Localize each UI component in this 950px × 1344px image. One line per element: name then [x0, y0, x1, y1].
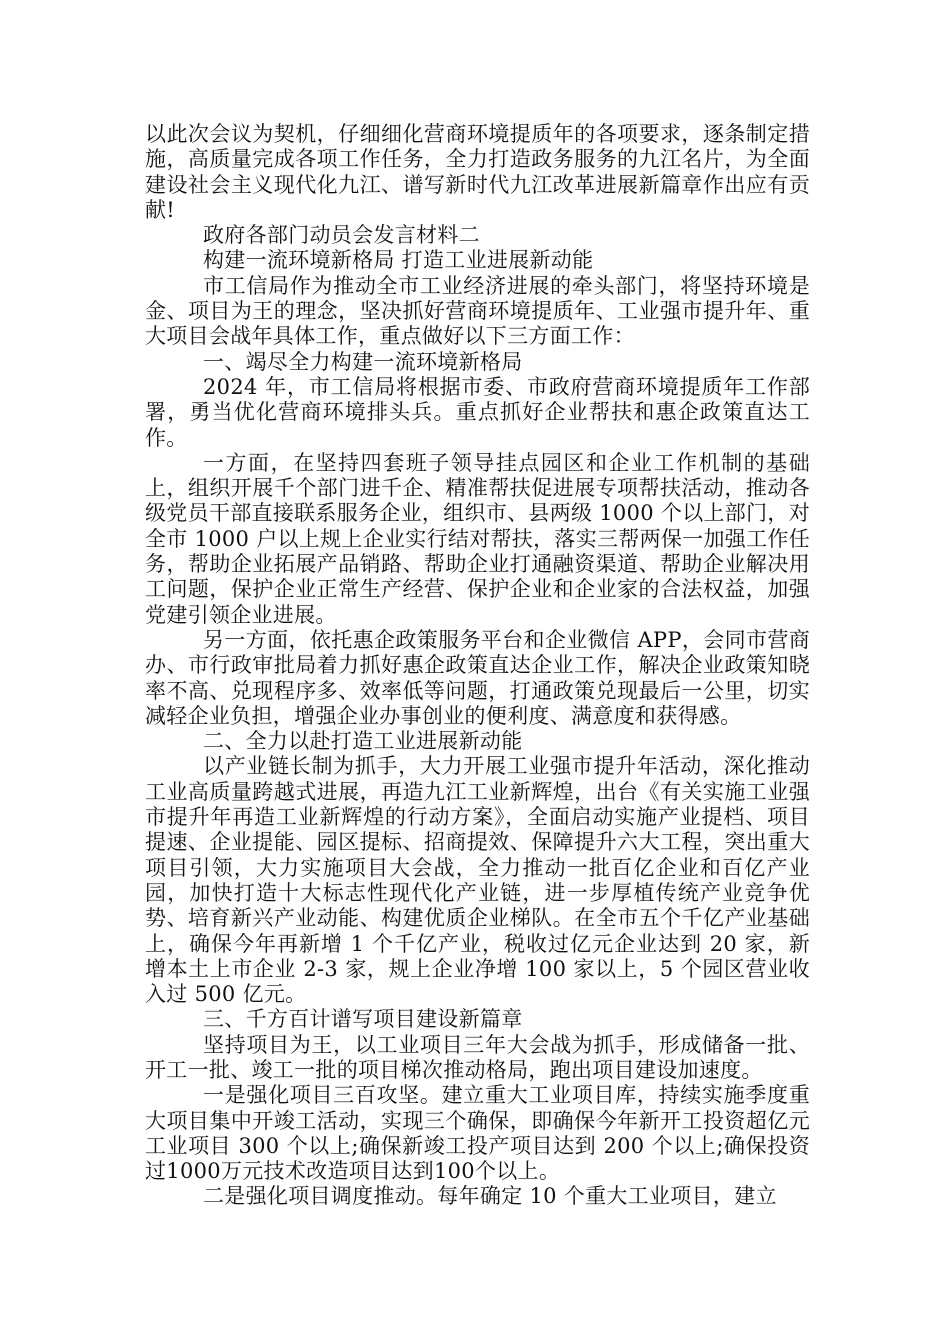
- section-heading-3: 三、千方百计谱写项目建设新篇章: [203, 1007, 523, 1032]
- document-title: 政府各部门动员会发言材料二: [203, 223, 480, 248]
- section-heading-1: 一、竭尽全力构建一流环境新格局: [203, 349, 523, 374]
- document-body: [145, 122, 810, 1210]
- paragraph: 一方面，在坚持四套班子领导挂点园区和企业工作机制的基础上，组织开展千个部门进千企、精准帮扶促进展专项帮扶活动，推动各级党员干部直接联系服务企业，组织市、县两级 1000 个以上部门，对全市 1000 户以上规上企业实行结对帮扶，落实三帮两保一加强工作任务，帮助企业拓展产品销路、帮助企业打通融资渠道、帮助企业解决用工问题，保护企业正常生产经营、保护企业和企业家的合法权益，加强党建引领企业进展。: [145, 450, 810, 627]
- paragraph: 一是强化项目三百攻坚。建立重大工业项目库，持续实施季度重大项目集中开竣工活动，实现三个确保，即确保今年新开工投资超亿元工业项目 300 个以上;确保新竣工投产项目达到 200 个以上;确保投资过1000万元技术改造项目达到100个以上。: [145, 1083, 810, 1184]
- paragraph-closing-remarks: 以此次会议为契机，仔细细化营商环境提质年的各项要求，逐条制定措施，高质量完成各项工作任务，全力打造政务服务的九江名片，为全面建设社会主义现代化九江、谱写新时代九江改革进展新篇章作出应有贡献!: [145, 122, 810, 222]
- paragraph: 二是强化项目调度推动。每年确定 10 个重大工业项目，建立: [203, 1184, 777, 1209]
- paragraph: 以产业链长制为抓手，大力开展工业强市提升年活动，深化推动工业高质量跨越式进展，再造九江工业新辉煌，出台《有关实施工业强市提升年再造工业新辉煌的行动方案》，全面启动实施产业提档、项目提速、企业提能、园区提标、招商提效、保障提升六大工程，突出重大项目引领，大力实施项目大会战，全力推动一批百亿企业和百亿产业园，加快打造十大标志性现代化产业链，进一步厚植传统产业竞争优势、培育新兴产业动能、构建优质企业梯队。在全市五个千亿产业基础上，确保今年再新增 1 个千亿产业，税收过亿元企业达到 20 家，新增本土上市企业 2-3 家，规上企业净增 100 家以上，5 个园区营业收入过 500 亿元。: [145, 754, 810, 1007]
- section-heading-2: 二、全力以赴打造工业进展新动能: [203, 729, 523, 754]
- paragraph-intro: 市工信局作为推动全市工业经济进展的牵头部门，将坚持环境是金、项目为王的理念，坚决抓好营商环境提质年、工业强市提升年、重大项目会战年具体工作，重点做好以下三方面工作：: [145, 273, 810, 349]
- document-subtitle: 构建一流环境新格局 打造工业进展新动能: [203, 248, 594, 273]
- paragraph: 2024 年，市工信局将根据市委、市政府营商环境提质年工作部署，勇当优化营商环境排头兵。重点抓好企业帮扶和惠企政策直达工作。: [145, 374, 810, 450]
- paragraph: 坚持项目为王，以工业项目三年大会战为抓手，形成储备一批、开工一批、竣工一批的项目梯次推动格局，跑出项目建设加速度。: [145, 1032, 810, 1082]
- paragraph: 另一方面，依托惠企政策服务平台和企业微信 APP，会同市营商办、市行政审批局着力抓好惠企政策直达企业工作，解决企业政策知晓率不高、兑现程序多、效率低等问题，打通政策兑现最后一公里，切实减轻企业负担，增强企业办事创业的便利度、满意度和获得感。: [145, 627, 810, 728]
